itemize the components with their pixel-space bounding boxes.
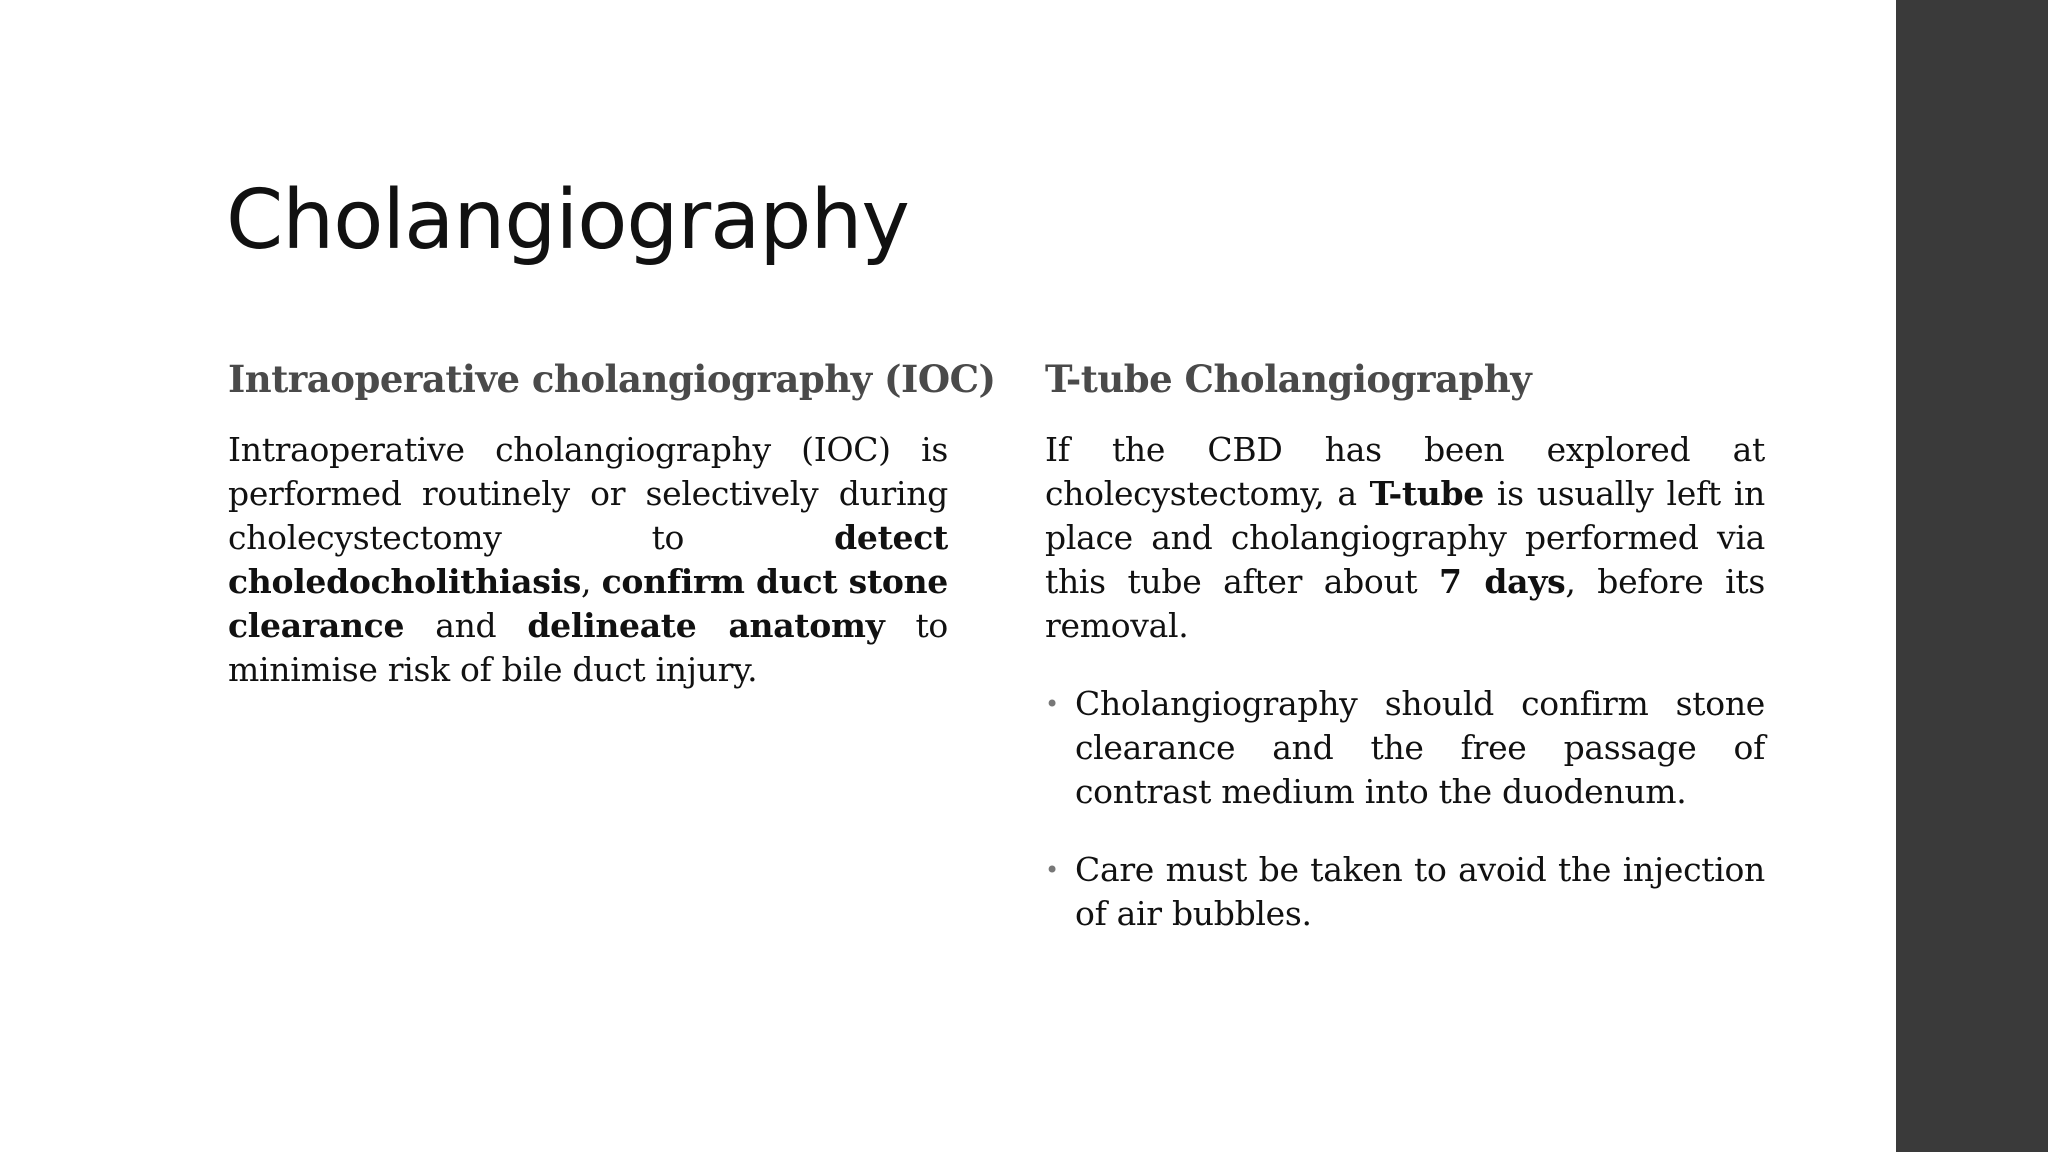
t-tube-bullet-list xyxy=(1045,682,1765,936)
bullet-dot-icon: • xyxy=(1045,690,1059,718)
t-tube-heading: T-tube Cholangiography xyxy=(1045,357,1532,401)
ioc-text-run: to minimise risk of bile duct injury. xyxy=(228,606,948,689)
t-tube-bold-run: 7 days xyxy=(1439,562,1566,601)
bullet-dot-icon: • xyxy=(1045,856,1059,884)
bullet-item xyxy=(1045,682,1765,814)
ioc-bold-run: confirm duct stone clearance xyxy=(228,562,948,645)
t-tube-paragraph xyxy=(1045,428,1765,648)
bullet-text: Cholangiography should confirm stone clearance and the free passage of contrast medium into the duodenum. xyxy=(1075,684,1765,811)
ioc-text-run: and xyxy=(404,606,528,645)
ioc-heading: Intraoperative cholangiography (IOC) xyxy=(228,357,996,401)
t-tube-bold-run: T-tube xyxy=(1369,474,1484,513)
t-tube-text-run: , before its removal. xyxy=(1045,562,1765,645)
t-tube-text-run: If the CBD has been explored at cholecystectomy, a xyxy=(1045,430,1765,513)
ioc-bold-run: detect choledocholithiasis xyxy=(228,518,948,601)
ioc-column xyxy=(228,352,996,692)
side-bar xyxy=(1896,0,2048,1152)
t-tube-text-run: is usually left in place and cholangiography performed via this tube after about xyxy=(1045,474,1765,601)
t-tube-column xyxy=(1045,352,1765,970)
slide-title: Cholangiography xyxy=(226,173,909,268)
ioc-paragraph xyxy=(228,428,948,692)
ioc-text-run: Intraoperative cholangiography (IOC) is performed routinely or selectively during cholecystectomy to xyxy=(228,430,948,557)
bullet-item xyxy=(1045,848,1765,936)
bullet-text: Care must be taken to avoid the injection of air bubbles. xyxy=(1075,850,1765,933)
ioc-bold-run: delineate anatomy xyxy=(527,606,885,645)
ioc-text-run: , xyxy=(581,562,602,601)
